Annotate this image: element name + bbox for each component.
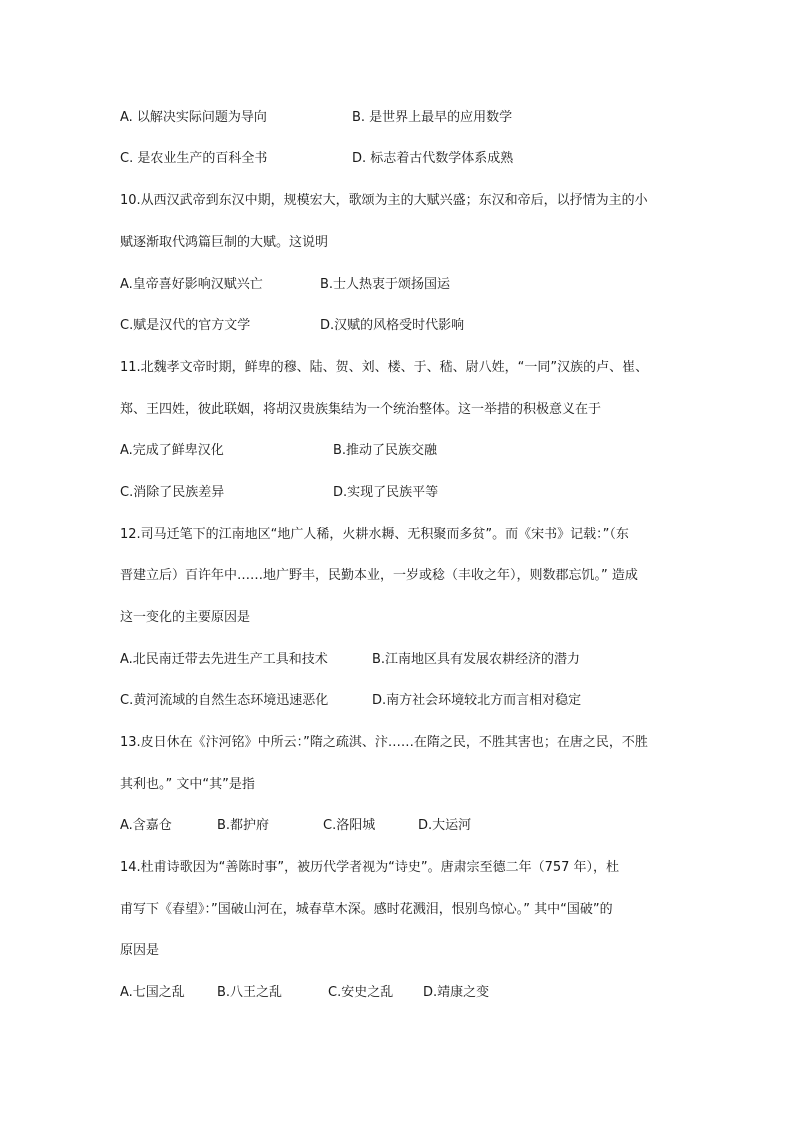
q13-option-d: D.大运河 <box>418 818 472 833</box>
q9-option-b: B. 是世界上最早的应用数学 <box>352 110 513 125</box>
q11-stem-line-1: 11.北魏孝文帝时期，鲜卑的穆、陆、贺、刘、楼、于、嵇、尉八姓，“一同”汉族的卢、崔、 <box>120 360 649 375</box>
q11-option-c: C.消除了民族差异 <box>120 485 225 500</box>
q12-stem-line-2: 晋建立后）百许年中……地广野丰，民勤本业，一岁或稔（丰收之年），则数郡忘饥。” 造成 <box>120 568 638 583</box>
q13-option-b: B.都护府 <box>217 818 270 833</box>
q11-option-b: B.推动了民族交融 <box>333 443 438 458</box>
q11-option-d: D.实现了民族平等 <box>333 485 439 500</box>
q10-option-a: A.皇帝喜好影响汉赋兴亡 <box>120 277 263 292</box>
q14-stem-line-3: 原因是 <box>120 943 160 958</box>
q14-option-a: A.七国之乱 <box>120 985 185 1000</box>
q11-stem-line-2: 郑、王四姓，彼此联姻，将胡汉贵族集结为一个统治整体。这一举措的积极意义在于 <box>120 402 602 417</box>
q10-option-d: D.汉赋的风格受时代影响 <box>320 318 465 333</box>
q10-option-b: B.士人热衷于颂扬国运 <box>320 277 451 292</box>
q13-option-c: C.洛阳城 <box>323 818 376 833</box>
q12-stem-line-3: 这一变化的主要原因是 <box>120 610 251 625</box>
q12-option-b: B.江南地区具有发展农耕经济的潜力 <box>372 652 581 667</box>
q12-option-a: A.北民南迁带去先进生产工具和技术 <box>120 652 328 667</box>
q10-stem-line-2: 赋逐渐取代鸿篇巨制的大赋。这说明 <box>120 235 329 250</box>
q12-stem-line-1: 12.司马迁笔下的江南地区“地广人稀，火耕水耨、无积聚而多贫”。而《宋书》记载：”（东 <box>120 527 629 542</box>
q13-stem-line-1: 13.皮日休在《汴河铭》中所云：”隋之疏淇、汴……在隋之民，不胜其害也；在唐之民，不胜 <box>120 735 648 750</box>
q13-stem-line-2: 其利也。” 文中“其”是指 <box>120 777 255 792</box>
q10-stem-line-1: 10.从西汉武帝到东汉中期，规模宏大，歌颂为主的大赋兴盛；东汉和帝后，以抒情为主的小 <box>120 193 648 208</box>
q14-stem-line-1: 14.杜甫诗歌因为“善陈时事”，被历代学者视为“诗史”。唐肃宗至德二年（757 年），杜 <box>120 860 620 875</box>
q9-option-c: C. 是农业生产的百科全书 <box>120 151 268 166</box>
q11-option-a: A.完成了鲜卑汉化 <box>120 443 224 458</box>
q9-option-a: A. 以解决实际问题为导向 <box>120 110 267 125</box>
q14-option-d: D.靖康之变 <box>423 985 490 1000</box>
q13-option-a: A.含嘉仓 <box>120 818 172 833</box>
q12-option-d: D.南方社会环境较北方而言相对稳定 <box>372 693 582 708</box>
q14-option-b: B.八王之乱 <box>217 985 283 1000</box>
q14-stem-line-2: 甫写下《春望》：”国破山河在，城春草木深。感时花溅泪，恨别鸟惊心。” 其中“国破”的 <box>120 902 613 917</box>
q14-option-c: C.安史之乱 <box>328 985 394 1000</box>
q12-option-c: C.黄河流域的自然生态环境迅速恶化 <box>120 693 329 708</box>
q10-option-c: C.赋是汉代的官方文学 <box>120 318 251 333</box>
q9-option-d: D. 标志着古代数学体系成熟 <box>352 151 514 166</box>
